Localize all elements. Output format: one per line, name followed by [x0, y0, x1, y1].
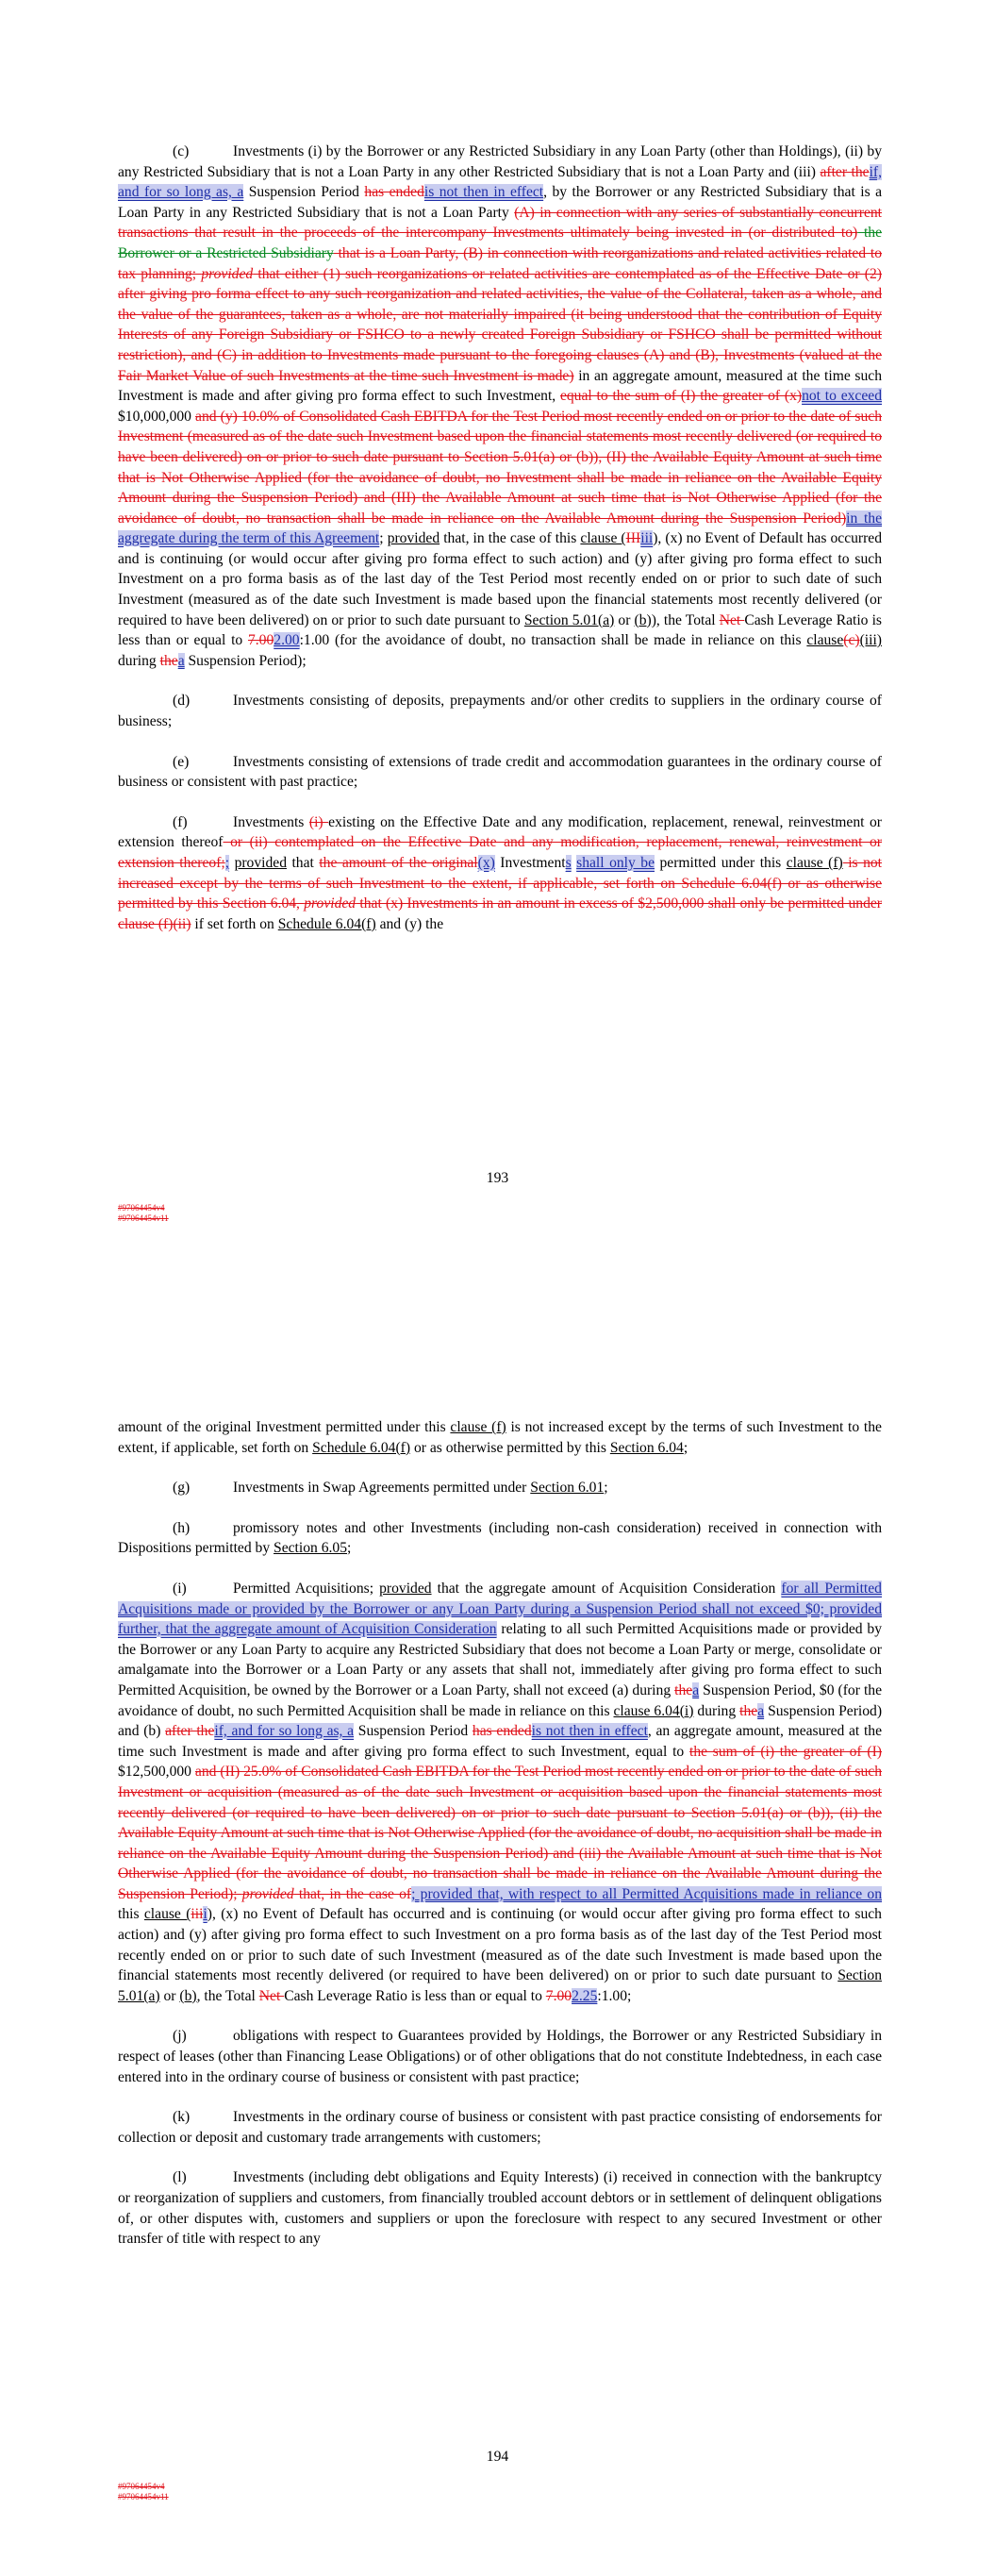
deleted-text: after the [820, 163, 870, 180]
deleted-text: provided [304, 895, 357, 912]
inserted-text: ; [224, 855, 230, 871]
inserted-text: a [177, 652, 185, 669]
clause-label: (j) [173, 2028, 187, 2045]
inserted-text: if, and for so long as, a [214, 1723, 355, 1740]
inserted-text: if, and for so long as, a [118, 163, 882, 201]
deleted-text: and (II) 25.0% of Consolidated Cash EBITDA for the Test Period most recently ended on or prior to the date of such Investment or acquisition (measured as of the date such Investment or acquisition based upon the financial statements most recently delivered (or required to have been delivered) on or prior to such date pursuant to Section 5.01(a) or (b)), (ii) the Available Equity Amount at such time that is Not Otherwise Applied (for the avoidance of doubt, no acquisition shall be made in reliance on the Available Equity Amount during the Suspension Period) and (iii) the Available Amount at such time that is Not Otherwise Applied (for the avoidance of doubt, no transaction shall be made in reliance on the Available Amount during the Suspension Period); [118, 1764, 882, 1902]
deleted-text: Net [258, 1987, 285, 2004]
deleted-text: provided [241, 1885, 294, 1902]
deleted-text: provided [201, 265, 254, 282]
inserted-text: is not then in effect [531, 1723, 648, 1740]
clause-label: (e) [173, 753, 190, 770]
inserted-text: i [203, 1906, 207, 1923]
inserted-text: is not then in effect [423, 184, 544, 201]
deleted-text: is not increased except by the terms of such Investment to the extent, if applicable, set forth on Schedule 6.04(f) or as otherwise permitted by this Section 6.04, [118, 855, 883, 912]
document-id: #97064454v4 #97064454v11 [118, 1203, 169, 1223]
clause-l: (l) Investments (including debt obligations and Equity Interests) (i) received in connection with the bankruptcy or reorganization of suppliers and customers, from financially troubled account debtors or in settlement of delinquent obligations of, or other disputes with, customers and suppliers or upon the foreclosure with respect to any secured Investment or other transfer of title with respect to any [118, 2169, 882, 2248]
clause-j: (j) obligations with respect to Guarantees provided by Holdings, the Borrower or any Restricted Subsidiary in respect of leases (other than Financing Lease Obligations) or of other obligations that do not constitute Indebtedness, in each case entered into in the ordinary course of business or consistent with past practice; [118, 2028, 882, 2085]
deleted-text: (A) in connection with any series of substantially concurrent transactions that result in the proceeds of the intercompany Investments ultimately being invested in (or distributed to) [118, 204, 882, 242]
moved-text: the Borrower or a Restricted Subsidiary [118, 225, 882, 261]
inserted-text: 2.00 [274, 632, 300, 649]
deleted-text: that (x) Investments in an amount in excess of $2,500,000 shall only be permitted under clause (f)(ii) [118, 895, 882, 932]
page-193 [0, 0, 995, 1246]
deleted-text: 7.00 [247, 632, 274, 649]
deleted-text: the [674, 1681, 693, 1698]
deleted-text: the [159, 652, 178, 669]
deleted-text: that, in the case of [293, 1885, 412, 1902]
page-194 [0, 1302, 995, 2576]
clause-f: (f) Investments (i) existing on the Effective Date and any modification, replacement, renewal, reinvestment or extension thereof or (ii) contemplated on the Effective Date and any modification, replacement, renewal, reinvestment or extension thereof;; provided that the amount of the original(x) Investments shall only be permitted under this clause (f) is not increased except by the terms of such Investment to the extent, if applicable, set forth on Schedule 6.04(f) or as otherwise permitted by this Section 6.04, provided that (x) Investments in an amount in excess of $2,500,000 shall only be permitted under clause (f)(ii) if set forth on Schedule 6.04(f) and (y) the [118, 813, 883, 932]
inserted-text: a [757, 1702, 765, 1719]
clause-g: (g) Investments in Swap Agreements permitted under Section 6.01; [118, 1478, 882, 1498]
deleted-text: 7.00 [545, 1987, 572, 2004]
clause-h: (h) promissory notes and other Investments (including non-cash consideration) received in connection with Dispositions permitted by Section 6.05; [118, 1519, 882, 1557]
inserted-text: iii [640, 530, 654, 547]
deleted-text: iii [191, 1906, 204, 1923]
deleted-text: the sum of (i) the greater of (I) [688, 1743, 883, 1760]
page-body [118, 142, 882, 954]
deleted-text: the [739, 1702, 758, 1719]
deleted-text: Net [719, 611, 745, 628]
inserted-text: a [692, 1681, 700, 1698]
inserted-text: 2.25 [572, 1987, 598, 2004]
inserted-text: in the aggregate during the term of this Agreement [118, 510, 882, 547]
deleted-text: and (y) 10.0% of Consolidated Cash EBITDA for the Test Period most recently ended on or prior to the date of such Investment (measured as of the date such Investment based upon the financial statements most recently delivered (or required to have been delivered) on or prior to such date pursuant to Section 5.01(a) or (b)), (II) the Available Equity Amount at such time that is Not Otherwise Applied (for the avoidance of doubt, no Investment shall be made in reliance on the Available Equity Amount during the Suspension Period) and (III) the Available Amount at such time that is Not Otherwise Applied (for the avoidance of doubt, no transaction shall be made in reliance on the Available Amount during the Suspension Period) [118, 408, 882, 527]
clause-label: (d) [173, 693, 191, 710]
deleted-text: has ended [472, 1723, 532, 1740]
clause-k: (k) Investments in the ordinary course of business or consistent with past practice consisting of endorsements for collection or deposit and customary trade arrangements with customers; [118, 2109, 882, 2146]
clause-d: (d) Investments consisting of deposits, prepayments and/or other credits to suppliers in the ordinary course of business; [118, 693, 882, 730]
clause-label: (g) [173, 1480, 191, 1497]
deleted-text: that is a Loan Party, (B) in connection with reorganizations and related activities related to tax planning; [118, 244, 882, 282]
deleted-text: (c) [843, 632, 860, 649]
clause-label: (k) [173, 2109, 191, 2126]
clause-c: (c) Investments (i) by the Borrower or any Restricted Subsidiary in any Loan Party (other than Holdings), (ii) by any Restricted Subsidiary that is not a Loan Party in any other Restricted Subsidiary that is not a Loan Party and (iii) after theif, and for so long as, a Suspension Period has endedis not then in effect, by the Borrower or any Restricted Subsidiary that is a Loan Party in any Restricted Subsidiary that is not a Loan Party (A) in connection with any series of substantially concurrent transactions that result in the proceeds of the intercompany Investments ultimately being invested in (or distributed to) the Borrower or a Restricted Subsidiary that is a Loan Party, (B) in connection with reorganizations and related activities related to tax planning; provided that either (1) such reorganizations or related activities are contemplated as of the Effective Date or (2) after giving pro forma effect to any such reorganization and related activities, the value of the Collateral, taken as a whole, and the value of the guarantees, taken as a whole, are not materially impaired (it being understood that the contribution of Equity Interests of any Foreign Subsidiary or FSHCO to a newly created Foreign Subsidiary or FSHCO shall be permitted without restriction), and (C) in addition to Investments made pursuant to the foregoing clauses (A) and (B), Investments (valued at the Fair Market Value of such Investments at the time such Investment is made) in an aggregate amount, measured at the time such Investment is made and after giving pro forma effect to such Investment, equal to the sum of (I) the greater of (x)not to exceed $10,000,000 and (y) 10.0% of Consolidated Cash EBITDA for the Test Period most recently ended on or prior to the date of such Investment (measured as of the date such Investment based upon the financial statements most recently delivered (or required to have been delivered) on or prior to such date pursuant to Section 5.01(a) or (b)), (II) the Available Equity Amount at such time that is Not Otherwise Applied (for the avoidance of doubt, no Investment shall be made in reliance on the Available Equity Amount during the Suspension Period) and (III) the Available Amount at such time that is Not Otherwise Applied (for the avoidance of doubt, no transaction shall be made in reliance on the Available Amount during the Suspension Period)in the aggregate during the term of this Agreement; provided that, in the case of this clause (IIIiii), (x) no Event of Default has occurred and is continuing (or would occur after giving pro forma effect to such action) and (y) after giving pro forma effect to such Investment on a pro forma basis as of the last day of the Test Period most recently ended on or prior to such date of such Investment (measured as of the date such Investment is made based upon the financial statements most recently delivered (or required to have been delivered) on or prior to such date pursuant to Section 5.01(a) or (b)), the Total Net Cash Leverage Ratio is less than or equal to 7.002.00:1.00 (for the avoidance of doubt, no transaction shall be made in reliance on this clause(c)(iii) during thea Suspension Period); [118, 143, 883, 669]
clause-label: (h) [173, 1519, 191, 1536]
deleted-text: (i) [308, 813, 329, 830]
inserted-text: for all Permitted Acquisitions made or provided by the Borrower or any Loan Party during a Suspension Period shall not exceed $0; provided further, that the aggregate amount of Acquisition Consideration [118, 1580, 882, 1638]
clause-label: (f) [173, 813, 188, 830]
clause-label: (i) [173, 1580, 187, 1597]
inserted-text: not to exceed [802, 388, 882, 405]
clause-label: (l) [173, 2169, 187, 2186]
inserted-text: (x) [477, 855, 495, 871]
clause-label: (c) [173, 143, 190, 159]
deleted-text: has ended [364, 184, 424, 201]
deleted-text: that either (1) such reorganizations or related activities are contemplated as of the Effective Date or (2) after giving pro forma effect to any such reorganization and related activities, the value of the Collateral, taken as a whole, and the value of the guarantees, taken as a whole, are not materially impaired (it being understood that the contribution of Equity Interests of any Foreign Subsidiary or FSHCO to a newly created Foreign Subsidiary or FSHCO shall be permitted without restriction), and (C) in addition to Investments made pursuant to the foregoing clauses (A) and (B), Investments (valued at the Fair Market Value of such Investments at the time such Investment is made) [118, 265, 882, 384]
deleted-text: the amount of the original [319, 855, 478, 871]
inserted-text: shall only be [576, 855, 655, 871]
document-id: #97064454v4 #97064454v11 [118, 2482, 169, 2501]
page-number: 194 [486, 2449, 509, 2465]
page-body [118, 1417, 882, 2269]
page-number: 193 [486, 1170, 509, 1186]
deleted-text: equal to the sum of (I) the greater of (x) [559, 388, 803, 405]
clause-e: (e) Investments consisting of extensions of trade credit and accommodation guarantees in the ordinary course of business or consistent with past practice; [118, 753, 882, 791]
deleted-text: III [625, 530, 641, 547]
clause-f-continued: amount of the original Investment permitted under this clause (f) is not increased except by the terms of such Investment to the extent, if applicable, set forth on Schedule 6.04(f) or as otherwise permitted by this Section 6.04; [118, 1419, 882, 1456]
inserted-text: s [565, 855, 572, 871]
deleted-text: or (ii) contemplated on the Effective Date and any modification, replacement, renewal, reinvestment or extension thereof; [118, 834, 882, 871]
inserted-text: ; provided that, with respect to all Permitted Acquisitions made in reliance on [411, 1885, 882, 1902]
clause-i: (i) Permitted Acquisitions; provided that the aggregate amount of Acquisition Consideration for all Permitted Acquisitions made or provided by the Borrower or any Loan Party during a Suspension Period shall not exceed $0; provided further, that the aggregate amount of Acquisition Consideration relating to all such Permitted Acquisitions made or provided by the Borrower or any Loan Party to acquire any Restricted Subsidiary that does not become a Loan Party or merge, consolidate or amalgamate into the Borrower or a Loan Party or any assets that shall not, immediately after giving pro forma effect to such Permitted Acquisition, be owned by the Borrower or a Loan Party, shall not exceed (a) during thea Suspension Period, $0 (for the avoidance of doubt, no such Permitted Acquisition shall be made in reliance on this clause 6.04(i) during thea Suspension Period) and (b) after theif, and for so long as, a Suspension Period has endedis not then in effect, an aggregate amount, measured at the time such Investment is made and after giving pro forma effect to such Investment, equal to the sum of (i) the greater of (I) $12,500,000 and (II) 25.0% of Consolidated Cash EBITDA for the Test Period most recently ended on or prior to the date of such Investment or acquisition (measured as of the date such Investment or acquisition based upon the financial statements most recently delivered (or required to have been delivered) on or prior to such date pursuant to Section 5.01(a) or (b)), (ii) the Available Equity Amount at such time that is Not Otherwise Applied (for the avoidance of doubt, no acquisition shall be made in reliance on the Available Equity Amount during the Suspension Period) and (iii) the Available Amount at such time that is Not Otherwise Applied (for the avoidance of doubt, no transaction shall be made in reliance on the Available Amount during the Suspension Period); provided that, in the case of; provided that, with respect to all Permitted Acquisitions made in reliance on this clause (iiii), (x) no Event of Default has occurred and is continuing (or would occur after giving pro forma effect to such action) and (y) after giving pro forma effect to such Investment on a pro forma basis as of the last day of the Test Period most recently ended on or prior to such date of such Investment (measured as of the date such Investment is made based upon the financial statements most recently delivered (or required to have been delivered) on or prior to such date pursuant to Section 5.01(a) or (b), the Total Net Cash Leverage Ratio is less than or equal to 7.002.25:1.00; [118, 1580, 883, 2004]
deleted-text: after the [165, 1723, 215, 1740]
